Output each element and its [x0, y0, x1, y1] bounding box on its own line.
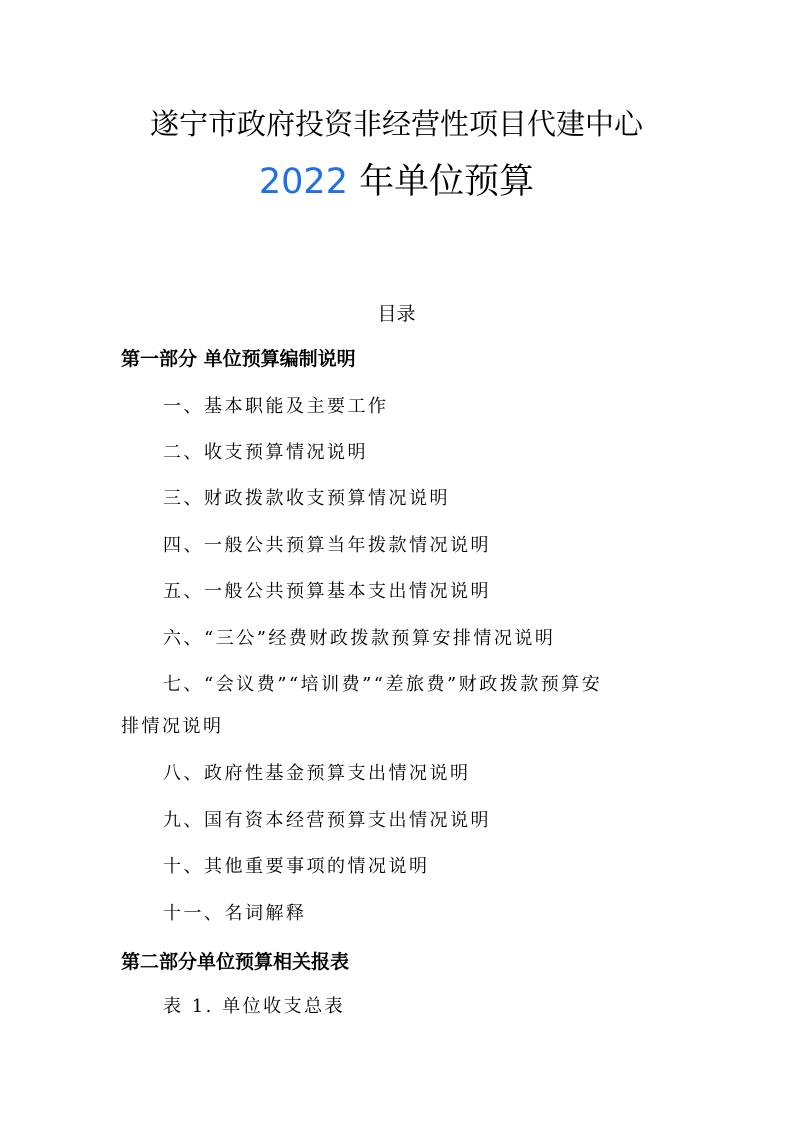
subtitle-text: 年单位预算	[347, 162, 535, 202]
toc-item-9: 九、国有资本经营预算支出情况说明	[163, 810, 491, 831]
toc-heading: 目录	[377, 303, 416, 325]
toc-item-2: 二、收支预算情况说明	[163, 442, 368, 463]
toc-item-8: 八、政府性基金预算支出情况说明	[163, 763, 471, 784]
budget-year: 2022	[258, 162, 348, 202]
toc-item-1: 一、基本职能及主要工作	[163, 396, 389, 417]
toc-item-4: 四、一般公共预算当年拨款情况说明	[163, 535, 491, 556]
toc-item-11: 十一、名词解释	[163, 903, 307, 924]
toc-item-7-continued: 排情况说明	[121, 716, 224, 737]
document-title: 遂宁市政府投资非经营性项目代建中心	[149, 107, 643, 141]
toc-item-10: 十、其他重要事项的情况说明	[163, 856, 430, 877]
toc-table-1: 表 1. 单位收支总表	[163, 996, 346, 1017]
toc-part-1: 第一部分 单位预算编制说明	[121, 348, 356, 370]
toc-item-3: 三、财政拨款收支预算情况说明	[163, 488, 450, 509]
document-subtitle	[0, 158, 793, 206]
toc-item-5: 五、一般公共预算基本支出情况说明	[163, 581, 491, 602]
toc-item-7: 七、“会议费”“培训费”“差旅费”财政拨款预算安	[163, 674, 603, 695]
toc-item-6: 六、“三公”经费财政拨款预算安排情况说明	[163, 628, 556, 649]
toc-part-2: 第二部分单位预算相关报表	[121, 951, 350, 973]
